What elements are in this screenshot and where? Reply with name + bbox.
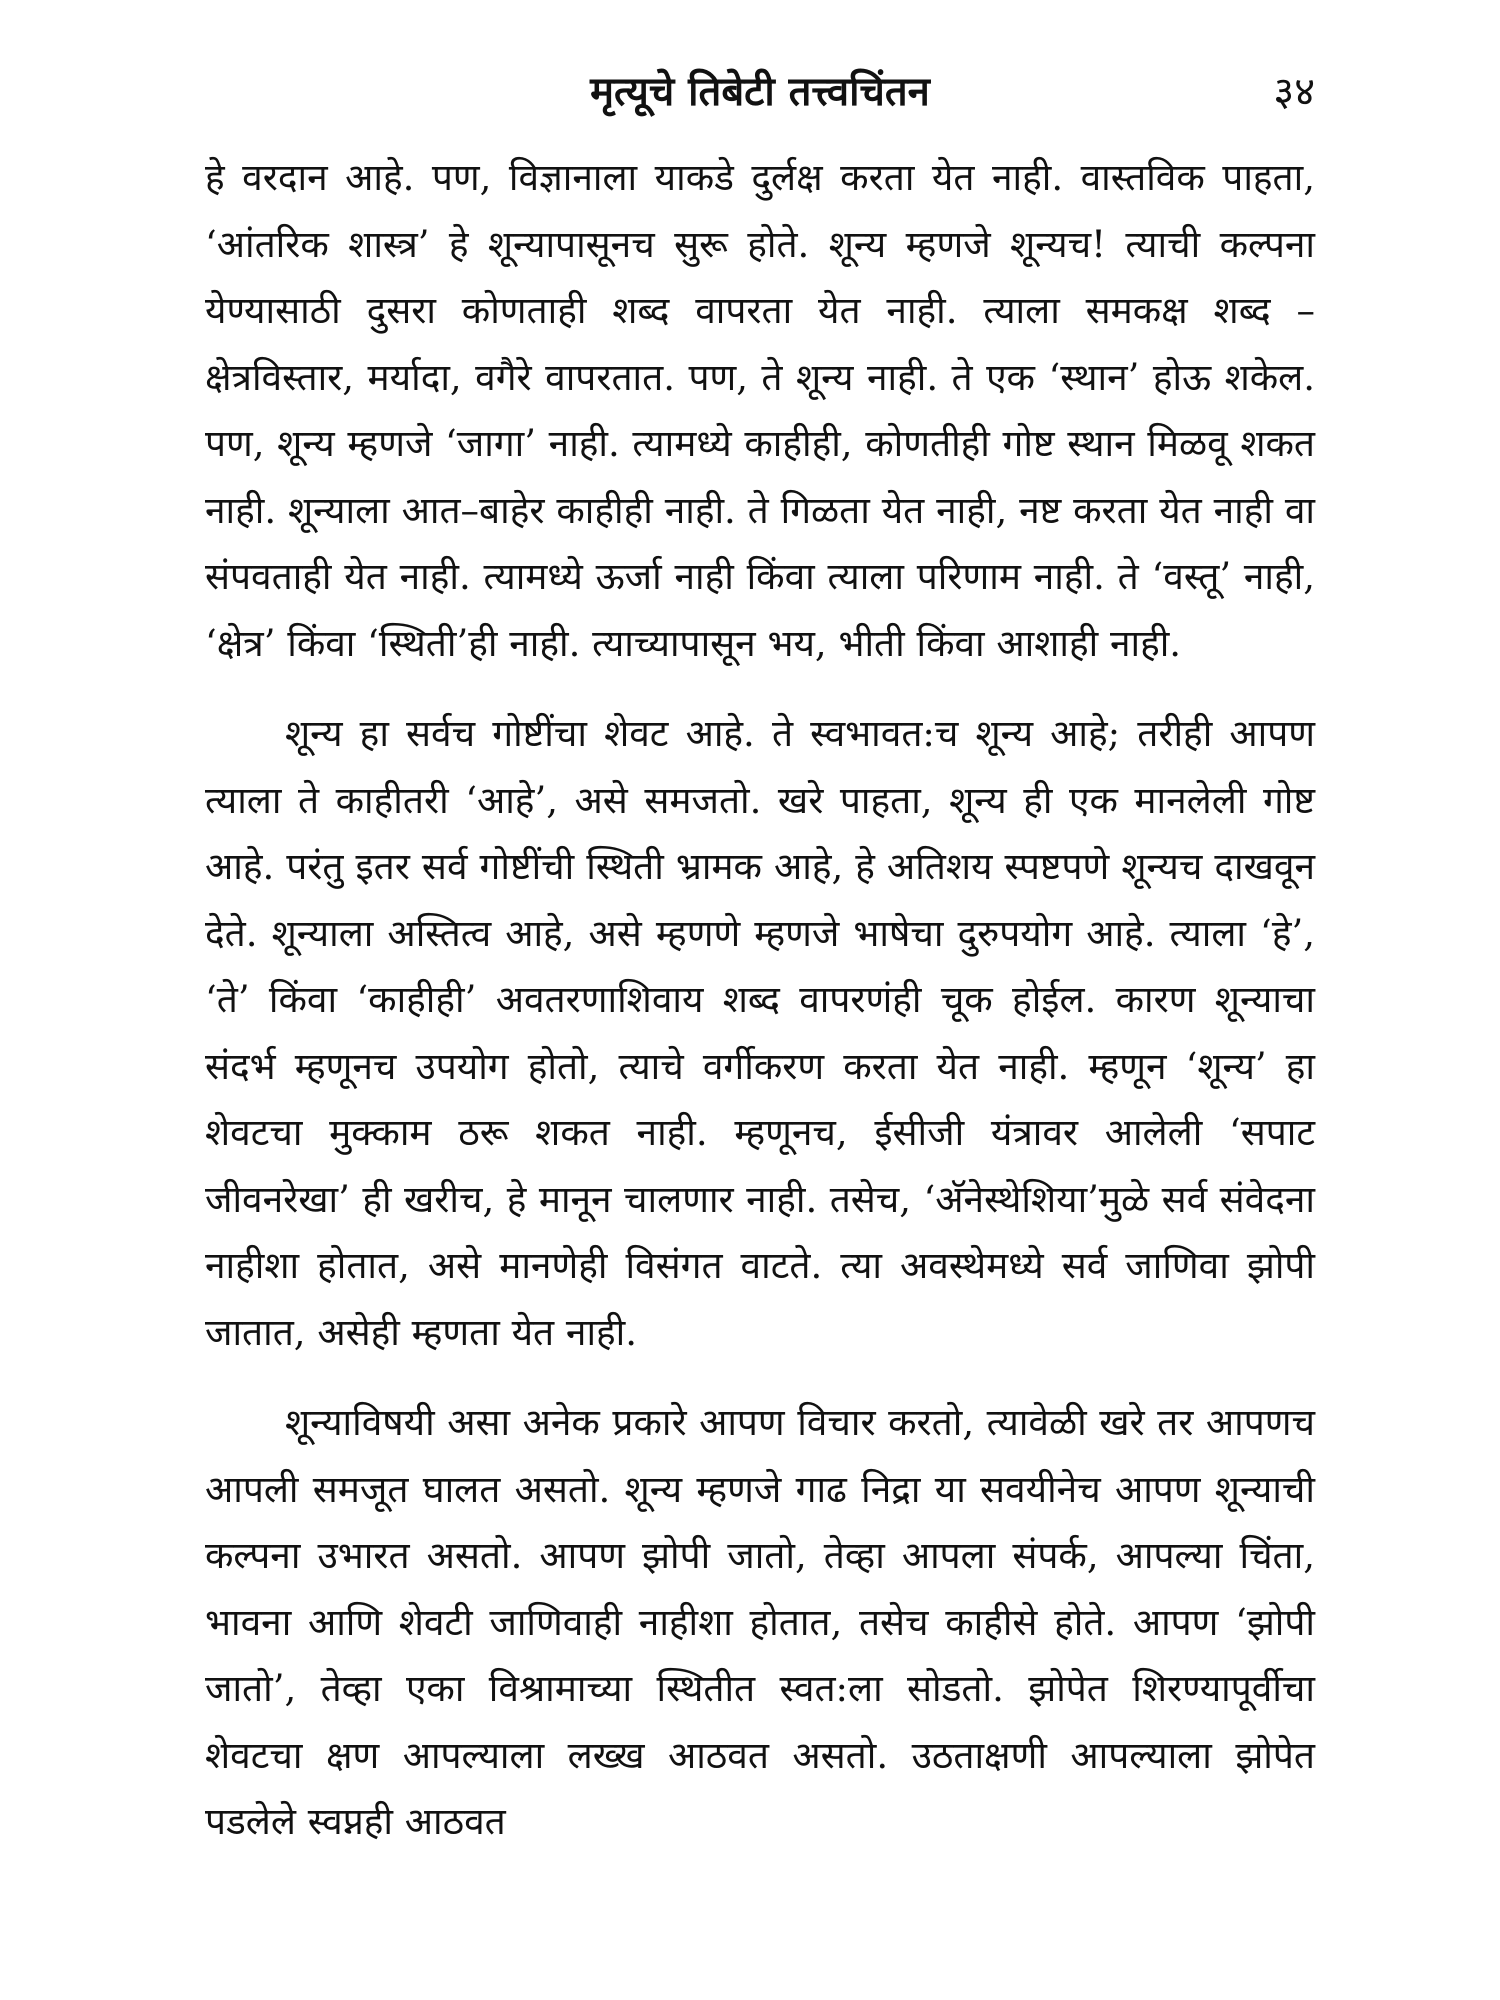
paragraph-2: शून्य हा सर्वच गोष्टींचा शेवट आहे. ते स्वभावत:च शून्य आहे; तरीही आपण त्याला ते काहीतरी ‘आहे’, असे समजतो. खरे पाहता, शून्य ही एक मानलेली गोष्ट आहे. परंतु इतर सर्व गोष्टींची स्थिती भ्रामक आहे, हे अतिशय स्पष्टपणे शून्यच दाखवून देते. शून्याला अस्तित्व आहे, असे म्हणणे म्हणजे भाषेचा दुरुपयोग आहे. त्याला ‘हे’, ‘ते’ किंवा ‘काहीही’ अवतरणाशिवाय शब्द वापरणंही चूक होईल. कारण शून्याचा संदर्भ म्हणूनच उपयोग होतो, त्याचे वर्गीकरण करता येत नाही. म्हणून ‘शून्य’ हा शेवटचा मुक्काम ठरू शकत नाही. म्हणूनच, ईसीजी यंत्रावर आलेली ‘सपाट जीवनरेखा’ ही खरीच, हे मानून चालणार नाही. तसेच, ‘अ‍ॅनेस्थेशिया’मुळे सर्व संवेदना नाहीशा होतात, असे मानणेही विसंगत वाटते. त्या अवस्थेमध्ये सर्व जाणिवा झोपी जातात, असेही म्हणता येत नाही. (205, 712, 1315, 1354)
running-header (205, 62, 1315, 122)
body-text (205, 145, 1315, 1856)
paragraph-3: शून्याविषयी असा अनेक प्रकारे आपण विचार करतो, त्यावेळी खरे तर आपणच आपली समजूत घालत असतो. शून्य म्हणजे गाढ निद्रा या सवयीनेच आपण शून्याची कल्पना उभारत असतो. आपण झोपी जातो, तेव्हा आपला संपर्क, आपल्या चिंता, भावना आणि शेवटी जाणिवाही नाहीशा होतात, तसेच काहीसे होते. आपण ‘झोपी जातो’, तेव्हा एका विश्रामाच्या स्थितीत स्वत:ला सोडतो. झोपेत शिरण्यापूर्वीचा शेवटचा क्षण आपल्याला लख्ख आठवत असतो. उठताक्षणी आपल्याला झोपेत पडलेले स्वप्नही आठवत (205, 1401, 1315, 1843)
running-title: मृत्यूचे तिबेटी तत्त्वचिंतन (590, 68, 930, 115)
paragraph-1: हे वरदान आहे. पण, विज्ञानाला याकडे दुर्लक्ष करता येत नाही. वास्तविक पाहता, ‘आंतरिक शास्त्र’ हे शून्यापासूनच सुरू होते. शून्य म्हणजे शून्यच! त्याची कल्पना येण्यासाठी दुसरा कोणताही शब्द वापरता येत नाही. त्याला समकक्ष शब्द – क्षेत्रविस्तार, मर्यादा, वगैरे वापरतात. पण, ते शून्य नाही. ते एक ‘स्थान’ होऊ शकेल. पण, शून्य म्हणजे ‘जागा’ नाही. त्यामध्ये काहीही, कोणतीही गोष्ट स्थान मिळवू शकत नाही. शून्याला आत–बाहेर काहीही नाही. ते गिळता येत नाही, नष्ट करता येत नाही वा संपवताही येत नाही. त्यामध्ये ऊर्जा नाही किंवा त्याला परिणाम नाही. ते ‘वस्तू’ नाही, ‘क्षेत्र’ किंवा ‘स्थिती’ही नाही. त्याच्यापासून भय, भीती किंवा आशाही नाही. (205, 156, 1315, 665)
page-number: ३४ (1273, 69, 1315, 115)
